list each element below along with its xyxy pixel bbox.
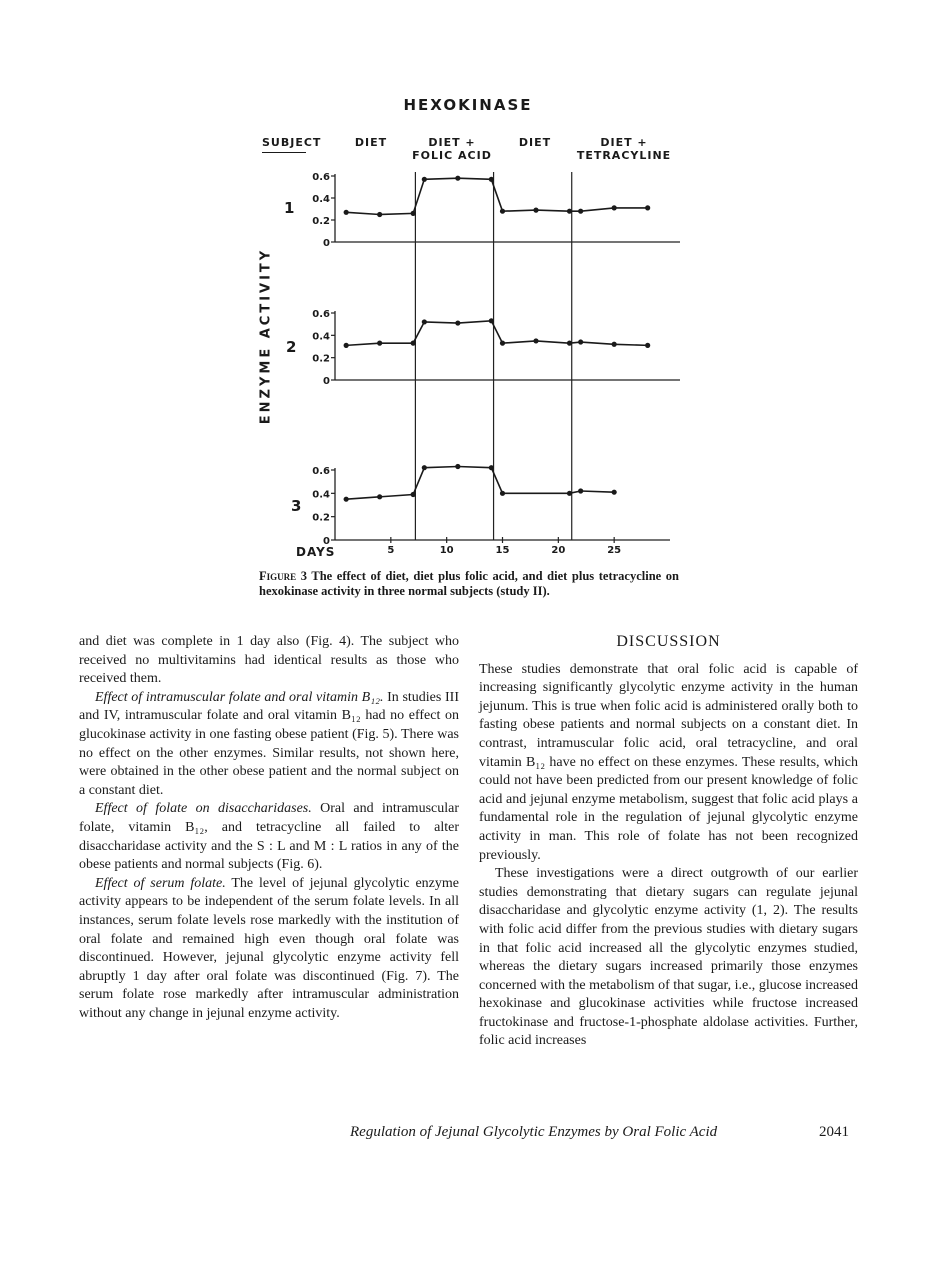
right-column (479, 633, 858, 1051)
paragraph: Effect of intramuscular folate and oral vitamin B₁₂. In studies III and IV, intramuscular folate and oral vitamin B₁₂ had no effect on glucokinase activity in one fasting obese patient (Fig. 5). There was no effect on the other enzymes. Similar results, not shown here, were obtained in the other obese patient and the normal subject on a constant diet. (79, 689, 459, 798)
y-tick-label: 0 (323, 536, 330, 547)
data-point (489, 465, 494, 470)
paragraph: These studies demonstrate that oral folic acid is capable of increasing significantly glycolytic enzyme activity in the human jejunum. This is true when folic acid is administered orally both to fasting obese patients and normal subjects on a constant diet. In contrast, intramuscular folic acid, oral tetracycline, and oral vitamin B₁₂ have no effect on these enzymes. These results, which could not have been predicted from our present knowledge of folic acid and jejunal enzyme metabolism, suggest that folic acid plays a fundamental role in the regulation of jejunal glycolytic enzyme activity in man. This role of folate has not been recognized previously. (479, 661, 858, 863)
data-point (377, 212, 382, 217)
data-point (500, 209, 505, 214)
data-point (489, 177, 494, 182)
data-point (422, 465, 427, 470)
x-tick-label: 20 (551, 545, 566, 556)
subject-label-2: 2 (286, 338, 297, 356)
phase-header-3: DIET (518, 136, 552, 149)
data-point (422, 319, 427, 324)
data-point (455, 464, 460, 469)
paragraph-heading: Effect of folate on disaccharidases. (95, 801, 312, 817)
data-point (612, 205, 617, 210)
data-point (455, 320, 460, 325)
data-point (645, 205, 650, 210)
data-point (500, 491, 505, 496)
hexokinase-chart (0, 0, 936, 600)
subject-label-1: 1 (284, 199, 295, 217)
data-point (567, 491, 572, 496)
y-tick-label: 0 (323, 238, 330, 249)
data-point (567, 209, 572, 214)
y-tick-label: 0.6 (312, 466, 330, 477)
running-head: Regulation of Jejunal Glycolytic Enzymes by Oral Folic Acid (350, 1124, 718, 1140)
paragraph: Effect of folate on disaccharidases. Oral and intramuscular folate, vitamin B₁₂, and tetracycline all failed to alter disaccharidase activity and the S : L and M : L ratios in any of the obese patients and normal subjects (Fig. 6). (79, 801, 459, 873)
y-tick-label: 0.4 (312, 331, 330, 343)
series-line-2 (346, 321, 648, 346)
x-tick-label: 25 (607, 545, 622, 556)
x-tick-label: 15 (495, 545, 510, 556)
series-line-1 (346, 178, 648, 214)
y-tick-label: 0 (323, 376, 330, 387)
data-point (612, 490, 617, 495)
y-tick-label: 0.2 (312, 353, 330, 365)
data-point (422, 177, 427, 182)
phase-header-4: DIET + TETRACYLINE (576, 136, 672, 162)
y-tick-label: 0.4 (312, 194, 330, 205)
left-column (79, 633, 459, 1023)
page-number: 2041 (819, 1124, 849, 1140)
x-tick-label: 5 (387, 545, 395, 556)
data-point (645, 343, 650, 348)
subject-label-3: 3 (291, 497, 302, 515)
paragraph-heading: Effect of serum folate. (95, 875, 226, 891)
caption-label: Figure 3 (259, 569, 307, 583)
paragraph: These investigations were a direct outgrowth of our earlier studies demonstrating that dietary sugars can regulate jejunal disaccharidase and glycolytic enzyme activity (1, 2). The results with folic acid differ from the previous studies with dietary sugars in that folic acid increased all the glycolytic enzymes studied, whereas the dietary sugars increased primarily those enzymes concerned with the metabolism of that sugar, i.e., glucose increased hexokinase and glucokinase activities while fructose increased fructokinase and fructose-1-phosphate aldolase activities. Further, folic acid increases (479, 866, 858, 1049)
data-point (411, 341, 416, 346)
x-tick-label: 10 (439, 545, 454, 556)
paragraph-heading: Effect of intramuscular folate and oral vitamin B₁₂. (95, 689, 384, 705)
data-point (455, 176, 460, 181)
paragraph: and diet was complete in 1 day also (Fig. 4). The subject who received no multivitamins had identical results as those who received them. (79, 634, 459, 687)
x-axis-label: DAYS (296, 545, 336, 559)
data-point (377, 341, 382, 346)
data-point (344, 210, 349, 215)
data-point (411, 211, 416, 216)
data-point (578, 339, 583, 344)
y-tick-label: 0.2 (312, 512, 330, 524)
figure-title: HEXOKINASE (403, 96, 533, 114)
data-point (533, 338, 538, 343)
data-point (533, 208, 538, 213)
data-point (578, 209, 583, 214)
data-point (578, 488, 583, 493)
data-point (344, 343, 349, 348)
data-point (567, 341, 572, 346)
y-tick-label: 0.4 (312, 489, 330, 501)
data-point (500, 341, 505, 346)
phase-header-1: DIET (354, 136, 388, 149)
y-axis-label: ENZYME ACTIVITY (258, 247, 274, 425)
data-point (612, 342, 617, 347)
section-heading: DISCUSSION (616, 633, 721, 650)
y-tick-label: 0.2 (312, 216, 330, 227)
data-point (489, 318, 494, 323)
phase-header-2: DIET + FOLIC ACID (412, 136, 492, 162)
figure-caption (259, 569, 679, 599)
caption-text: The effect of diet, diet plus folic acid, and diet plus tetracycline on hexokinase activity in three normal subjects (study II). (259, 569, 680, 598)
paragraph: Effect of serum folate. The level of jejunal glycolytic enzyme activity appears to be independent of the serum folate levels. In all instances, serum folate levels rose markedly with the institution of oral folate and remained high even though oral folate was discontinued. However, jejunal glycolytic enzyme activity fell abruptly 1 day after oral folate was discontinued (Fig. 7). The serum folate rose markedly after intramuscular administration without any change in jejunal enzyme activity. (79, 875, 459, 1021)
data-point (411, 492, 416, 497)
y-tick-label: 0.6 (312, 172, 330, 183)
subject-header-label: SUBJECT (262, 136, 322, 149)
y-tick-label: 0.6 (312, 309, 330, 320)
data-point (344, 497, 349, 502)
data-point (377, 494, 382, 499)
series-line-3 (346, 467, 614, 500)
